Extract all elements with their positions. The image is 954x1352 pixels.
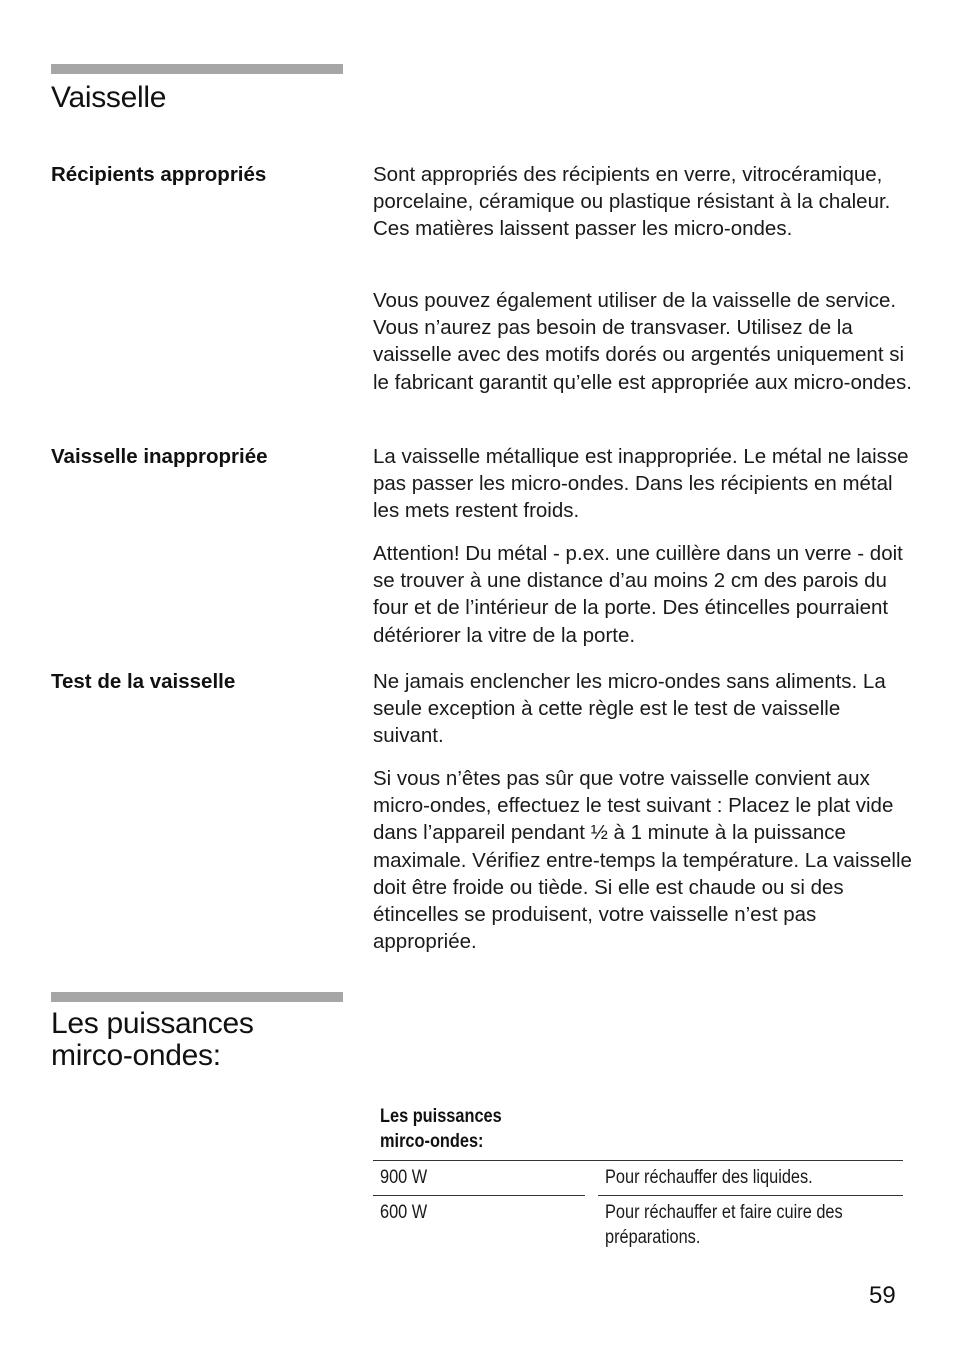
label-recipients-appropries: Récipients appropriés <box>51 163 267 186</box>
page-number: 59 <box>869 1282 896 1309</box>
section-title-puissances-line1: Les puissances <box>51 1007 254 1040</box>
paragraph: La vaisselle métallique est inappropriée. Le métal ne laisse pas passer les micro-ondes. Dans les récipients en métal les mets restent froids. <box>373 445 909 523</box>
table-cell-use <box>605 1200 843 1250</box>
table-rule <box>373 1160 903 1161</box>
table-rule <box>373 1195 585 1196</box>
label-vaisselle-inappropriee: Vaisselle inappropriée <box>51 445 268 468</box>
section-title-vaisselle: Vaisselle <box>51 81 167 114</box>
table-cell-use-line2: préparations. <box>605 1227 701 1248</box>
label-test-de-la-vaisselle: Test de la vaisselle <box>51 670 236 693</box>
paragraph: Sont appropriés des récipients en verre, vitrocéramique, porcelaine, céramique ou plastique résistant à la chaleur. Ces matières laissent passer les micro-ondes. <box>373 163 891 241</box>
table-cell-use-line1: Pour réchauffer et faire cuire des <box>605 1202 843 1223</box>
table-header <box>380 1104 543 1154</box>
table-cell-power: 600 W <box>380 1202 428 1223</box>
table-rule <box>598 1195 903 1196</box>
table-header-line2: mirco-ondes: <box>380 1131 484 1152</box>
paragraph: Vous pouvez également utiliser de la vaisselle de service. Vous n’aurez pas besoin de transvaser. Utilisez de la vaisselle avec des motifs dorés ou argentés uniquement si le fabricant garantit qu’elle est appropriée aux micro-ondes. <box>373 289 912 394</box>
paragraph: Attention! Du métal - p.ex. une cuillère dans un verre - doit se trouver à une distance d’au moins 2 cm des parois du four et de l’intérieur de la porte. Des étincelles pourraient détériorer la vitre de la porte. <box>373 542 903 647</box>
section-divider-bar <box>51 64 343 74</box>
table-cell-power: 900 W <box>380 1167 428 1188</box>
power-table <box>373 1104 903 1254</box>
table-header-line1: Les puissances <box>380 1106 502 1127</box>
paragraph: Si vous n’êtes pas sûr que votre vaisselle convient aux micro-ondes, effectuez le test suivant : Placez le plat vide dans l’appareil pendant ½ à 1 minute à la puissance maximale. Vérifiez entre-temps la température. La vaisselle doit être froide ou tiède. Si elle est chaude ou si des étincelles se produisent, votre vaisselle n’est pas appropriée. <box>373 767 912 954</box>
paragraph: Ne jamais enclencher les micro-ondes sans aliments. La seule exception à cette règle est le test de vaisselle suivant. <box>373 670 886 748</box>
section-divider-bar <box>51 992 343 1002</box>
section-title-puissances-line2: mirco-ondes: <box>51 1039 221 1072</box>
table-cell-use: Pour réchauffer des liquides. <box>605 1167 813 1188</box>
